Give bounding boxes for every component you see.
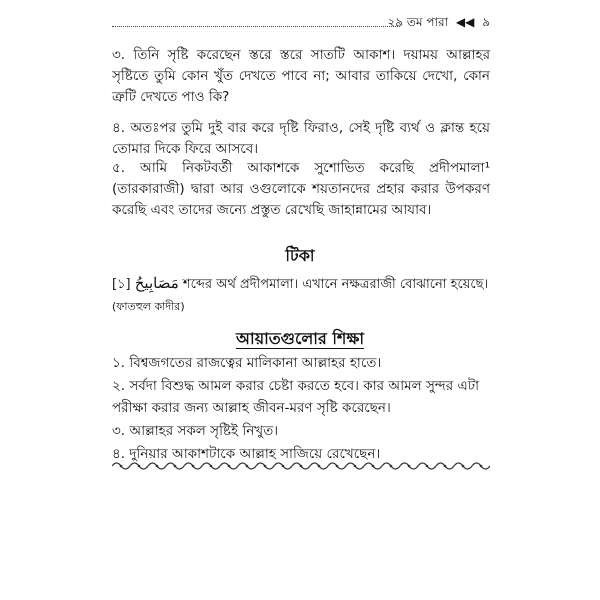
- lessons-heading: [0, 326, 600, 353]
- header-dotted-rule: [112, 26, 400, 27]
- lesson-item: ৪. দুনিয়ার আকাশটাকে আল্লাহ সাজিয়ে রেখেছেন।: [112, 446, 381, 462]
- footnote-text: শব্দের অর্থ প্রদীপমালা। এখানে নক্ষত্ররাজী বোঝানো হয়েছে।: [182, 277, 489, 292]
- footer-ornament-border: [112, 459, 490, 473]
- footnote-heading: টিকা: [285, 246, 315, 265]
- header-arrows-icon: ◀◀: [455, 15, 475, 29]
- footnote: [112, 272, 490, 318]
- running-header: [112, 14, 490, 34]
- page-number: ৯: [482, 15, 490, 29]
- lesson-item: ২. সর্বদা বিশুদ্ধ আমল করার চেষ্টা করতে হবে। কার আমল সুন্দর এটা পরীক্ষা করার জন্য আল্লাহ জীবন-মরণ সৃষ্টি করেছেন।: [112, 378, 479, 416]
- footnote-arabic-word: مَصَابِيحُ: [134, 274, 179, 292]
- footnote-marker: [১]: [112, 277, 131, 292]
- verse-4: ৪. অতঃপর তুমি দুই বার করে দৃষ্টি ফিরাও, সেই দৃষ্টি ব্যর্থ ও ক্লান্ত হয়ে তোমার দিকে ফিরে আসবে।: [112, 120, 490, 157]
- lesson-item: ১. বিশ্বজগতের রাজত্বের মালিকানা আল্লাহর হাতে।: [112, 355, 382, 371]
- footnote-source: (ফাতহুল কাদীর): [112, 300, 185, 313]
- lesson-item: ৩. আল্লাহর সকল সৃষ্টিই নিখুত।: [112, 423, 279, 439]
- verse-5: ৫. আমি নিকটবর্তী আকাশকে সুশোভিত করেছি প্রদীপমালা¹ (তারকারাজী) দ্বারা আর ওগুলোকে শয়তানদের প্রহার করার উপকরণ করেছি এবং তাদের জন্যে প্রস্তুত রেখেছি জাহান্নামের আযাব।: [112, 160, 490, 218]
- lessons-heading-text: আয়াতগুলোর শিক্ষা: [236, 329, 364, 348]
- header-title: ২৯ তম পারা: [387, 15, 449, 29]
- verse-3: ৩. তিনি সৃষ্টি করেছেন স্তরে স্তরে সাতটি আকাশ। দয়াময় আল্লাহর সৃষ্টিতে তুমি কোন খুঁত দেখতে পাবে না; আবার তাকিয়ে দেখো, কোন ত্রুটি দেখতে পাও কি?: [112, 47, 490, 105]
- lessons-list: [112, 352, 490, 466]
- header-text: [383, 14, 490, 30]
